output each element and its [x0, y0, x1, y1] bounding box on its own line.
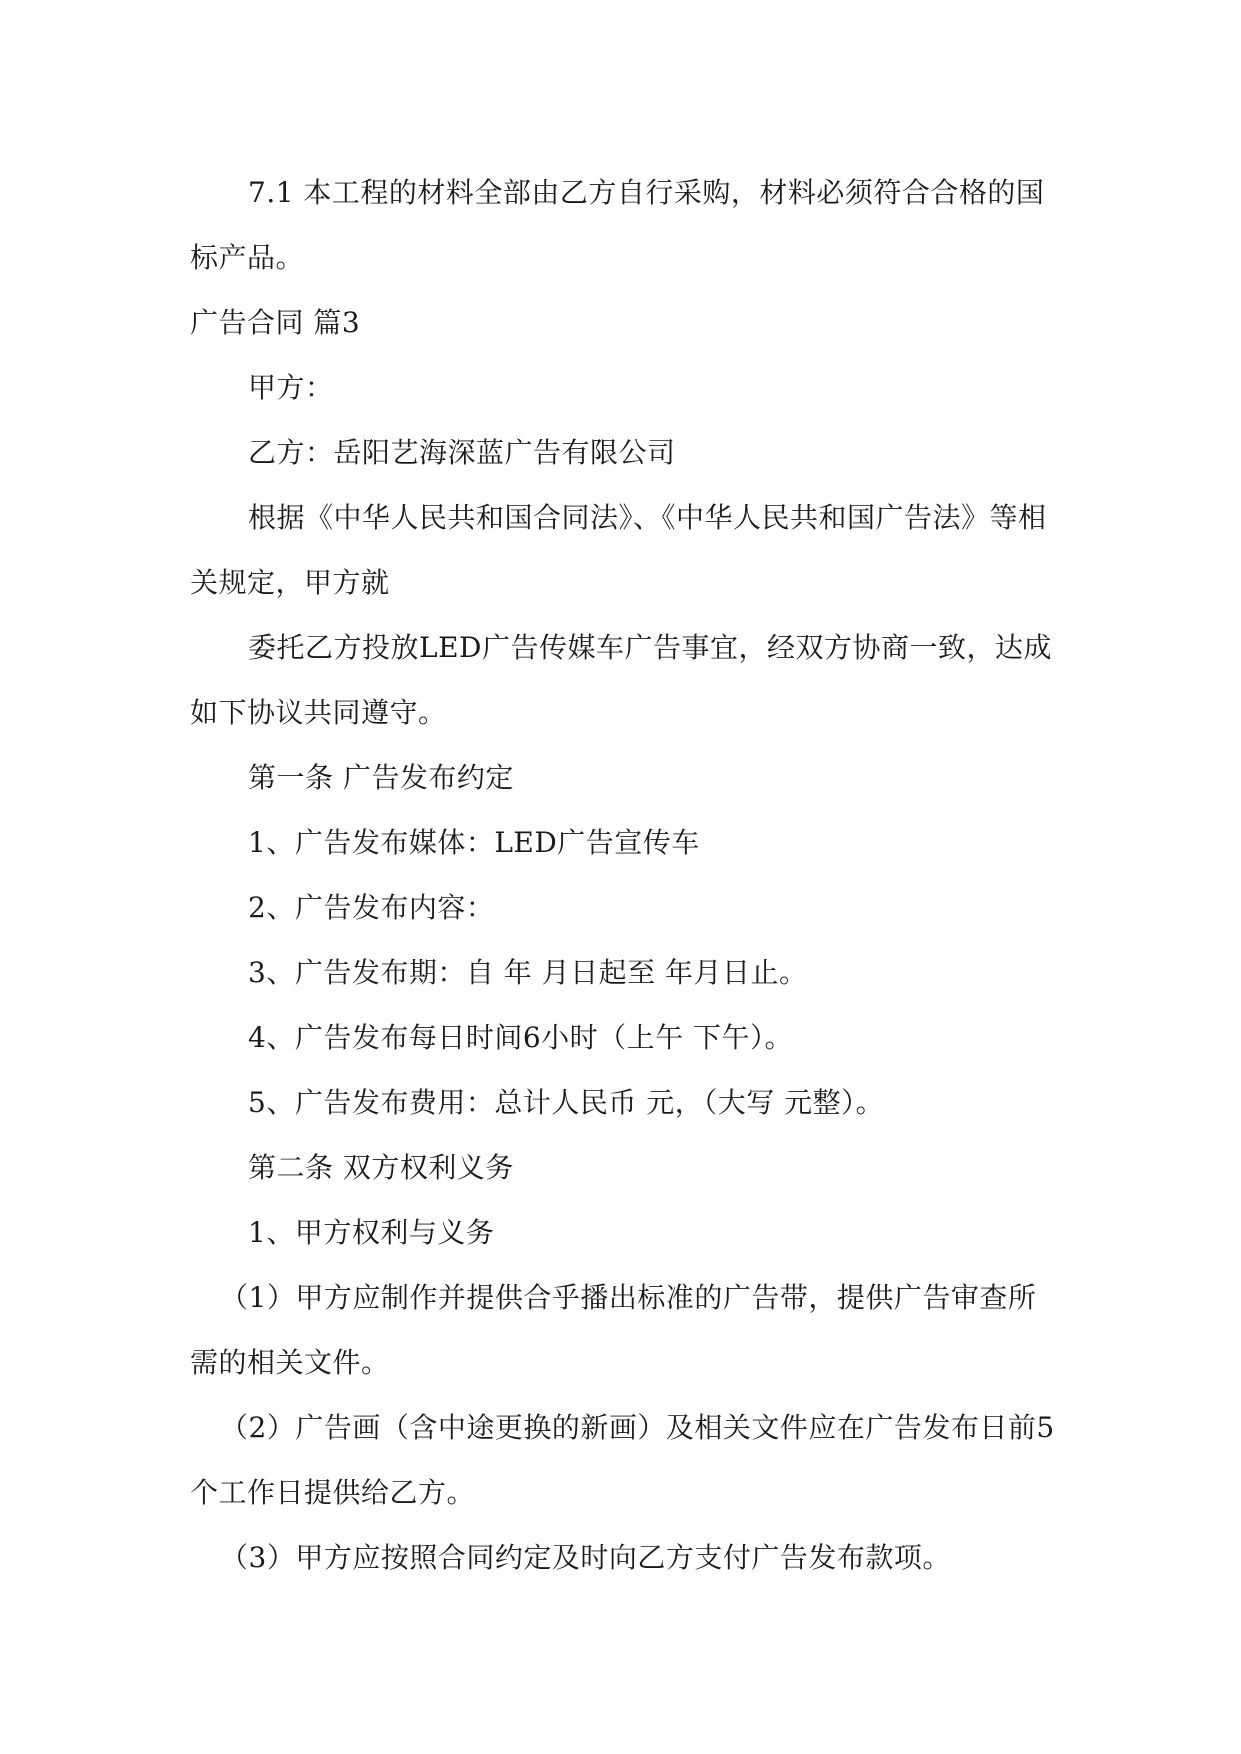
section-heading: 广告合同 篇3: [190, 306, 361, 339]
party-a: 甲方：: [248, 371, 334, 404]
obligation-2: （2）广告画（含中途更换的新画）及相关文件应在广告发布日前5个工作日提供给乙方。: [190, 1411, 1055, 1509]
entrustment: 委托乙方投放LED广告传媒车广告事宜，经双方协商一致，达成如下协议共同遵守。: [190, 631, 1052, 729]
obligation-3: （3）甲方应按照合同约定及时向乙方支付广告发布款项。: [220, 1541, 951, 1574]
party-a-rights-heading: 1、甲方权利与义务: [248, 1216, 495, 1249]
item-daily-time: 4、广告发布每日时间6小时（上午 下午）。: [248, 1021, 794, 1054]
item-period: 3、广告发布期：自 年 月日起至 年月日止。: [248, 956, 808, 989]
legal-basis: 根据《中华人民共和国合同法》、《中华人民共和国广告法》等相关规定，甲方就: [190, 501, 1047, 599]
obligation-1: （1）甲方应制作并提供合乎播出标准的广告带，提供广告审查所需的相关文件。: [190, 1281, 1037, 1379]
party-b: 乙方：岳阳艺海深蓝广告有限公司: [248, 436, 676, 469]
item-media: 1、广告发布媒体：LED广告宣传车: [248, 826, 700, 859]
article-1-heading: 第一条 广告发布约定: [248, 761, 514, 794]
clause-7-1: 7.1 本工程的材料全部由乙方自行采购，材料必须符合合格的国标产品。: [190, 176, 1045, 274]
article-2-heading: 第二条 双方权利义务: [248, 1151, 514, 1184]
item-fee: 5、广告发布费用：总计人民币 元，（大写 元整）。: [248, 1086, 885, 1119]
document-body: [190, 160, 1060, 1590]
item-content: 2、广告发布内容：: [248, 891, 495, 924]
